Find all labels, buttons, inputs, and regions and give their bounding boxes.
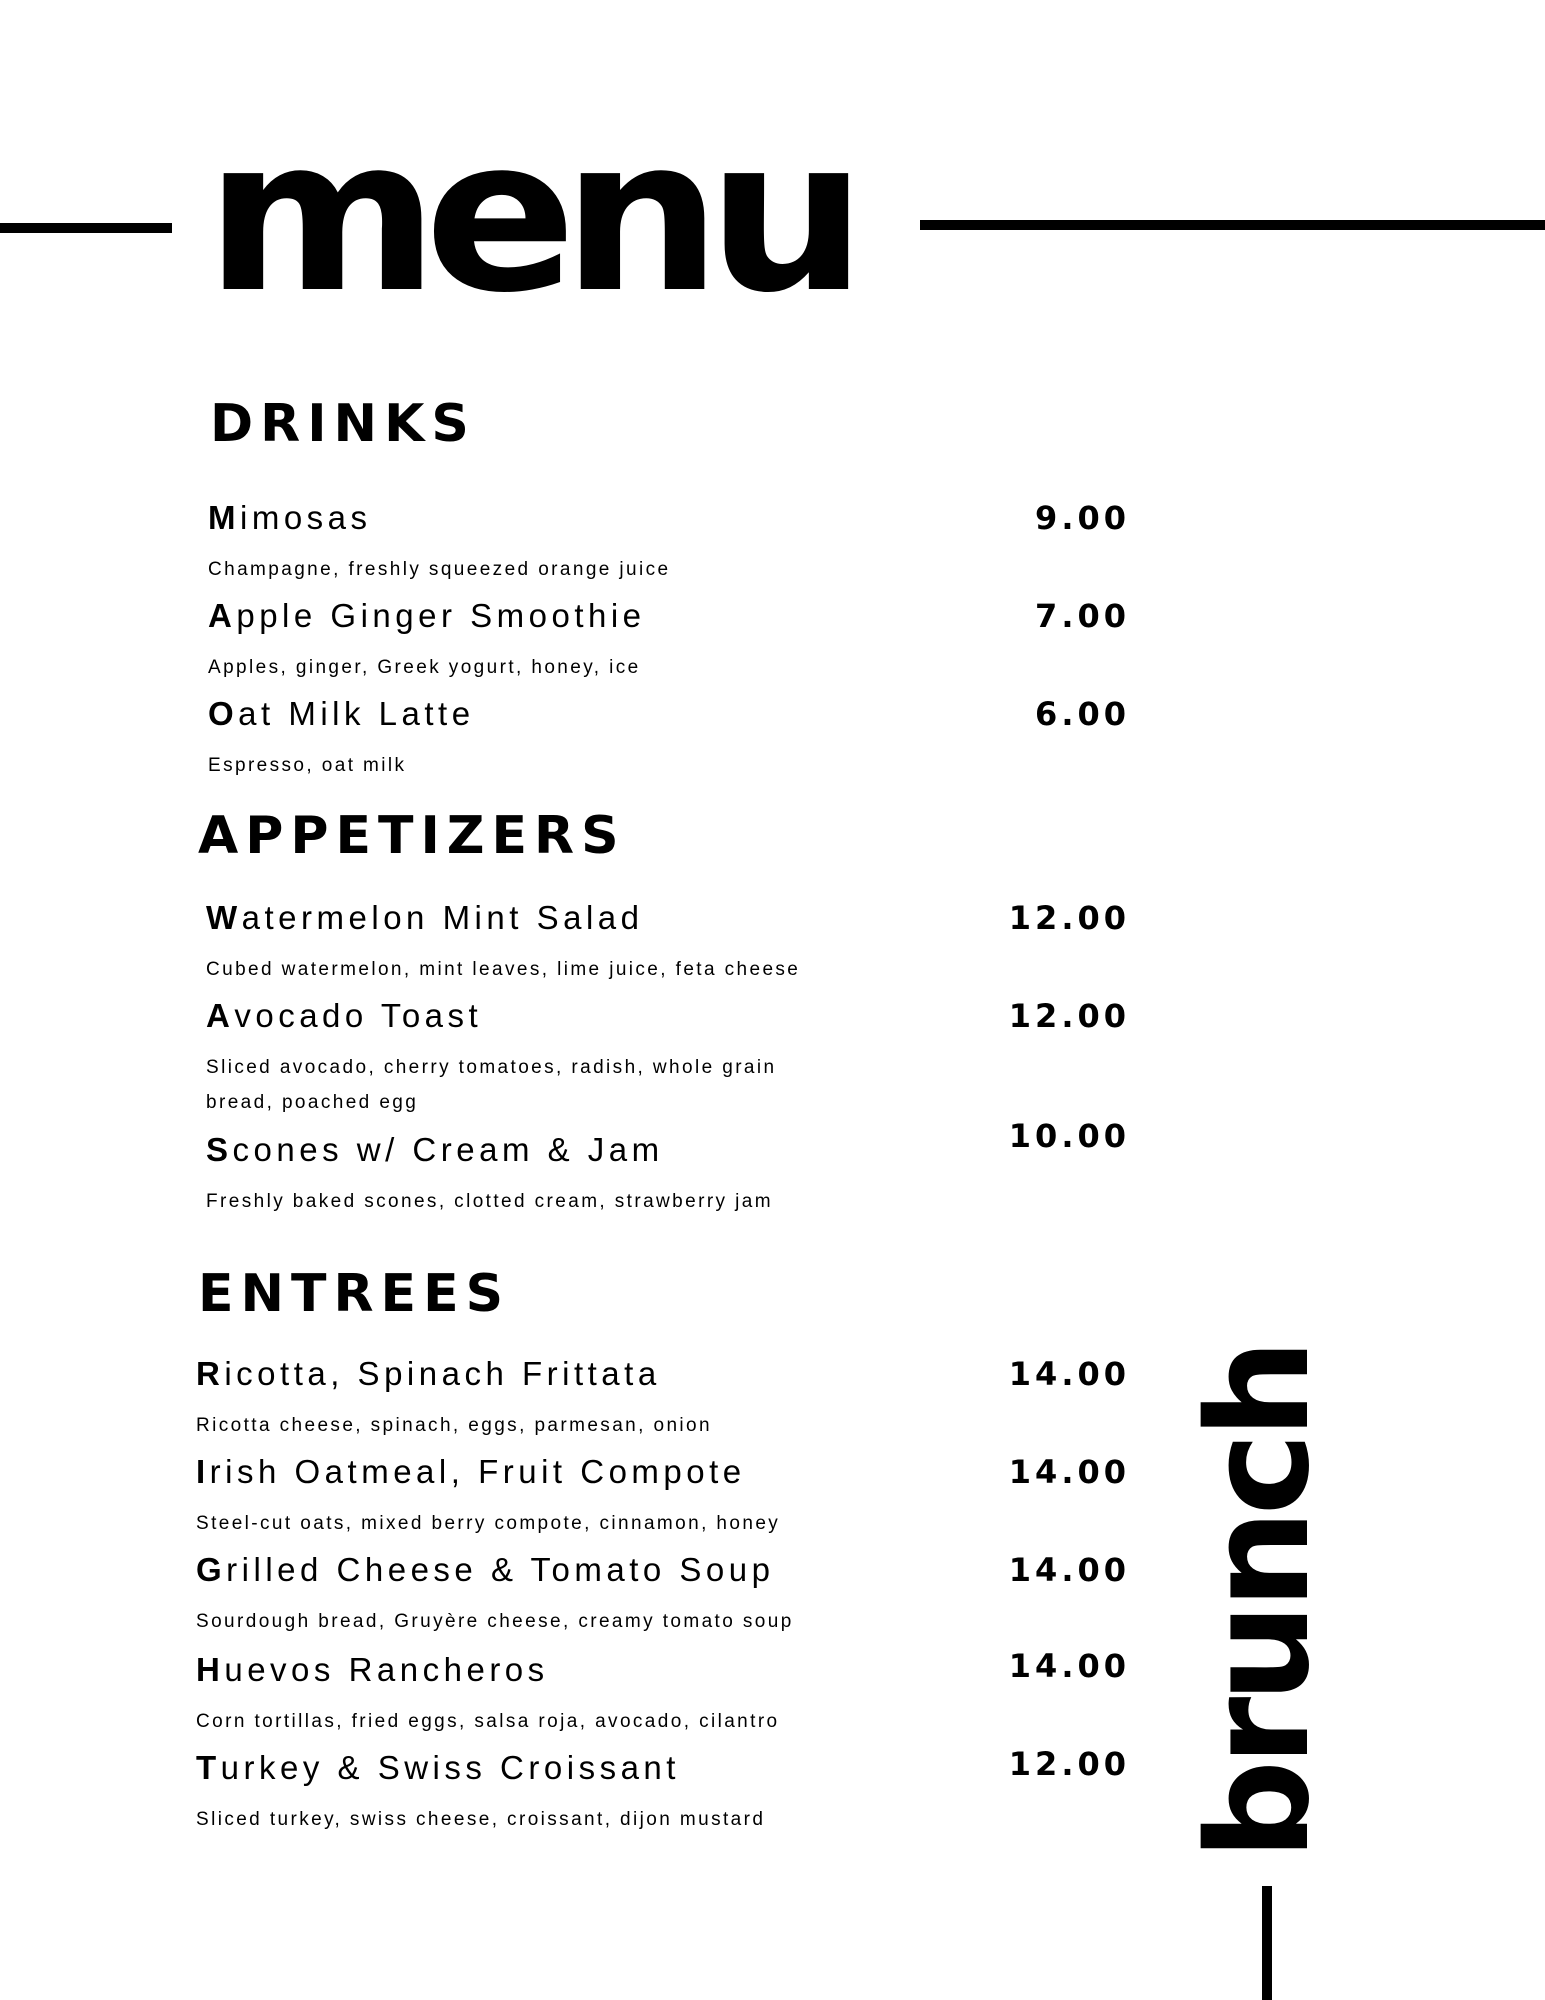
item-description: Steel-cut oats, mixed berry compote, cinnamon, honey [196,1513,781,1534]
section-heading-appetizers: APPETIZERS [198,806,626,866]
decorative-rule-left [0,223,172,233]
decorative-rule-vertical [1262,1886,1272,2000]
item-description: Corn tortillas, fried eggs, salsa roja, avocado, cilantro [196,1711,780,1732]
item-description: Sourdough bread, Gruyère cheese, creamy tomato soup [196,1611,794,1632]
item-name: Grilled Cheese & Tomato Soup [196,1551,775,1588]
item-price: 6.00 [1035,695,1130,733]
menu-item [206,1130,846,1219]
item-description: Sliced avocado, cherry tomatoes, radish, whole grain bread, poached egg [206,1057,777,1113]
item-description: Champagne, freshly squeezed orange juice [208,559,671,580]
section-heading-drinks: DRINKS [210,394,476,454]
menu-item [196,1748,836,1837]
item-name: Scones w/ Cream & Jam [206,1131,664,1168]
item-price: 14.00 [1008,1355,1130,1393]
item-description: Apples, ginger, Greek yogurt, honey, ice [208,657,641,678]
item-name: Watermelon Mint Salad [206,899,644,936]
item-price: 12.00 [1008,899,1130,937]
item-name: Irish Oatmeal, Fruit Compote [196,1453,746,1490]
menu-item [206,996,846,1120]
menu-item [208,596,848,685]
item-price: 12.00 [1008,997,1130,1035]
item-name: Mimosas [208,499,372,536]
item-price: 14.00 [1008,1453,1130,1491]
menu-item [196,1452,836,1541]
item-price: 14.00 [1008,1551,1130,1589]
menu-item [196,1550,836,1639]
item-name: Turkey & Swiss Croissant [196,1749,680,1786]
menu-item [196,1650,836,1739]
item-price: 12.00 [1008,1745,1130,1783]
menu-item [206,898,846,987]
item-description: Ricotta cheese, spinach, eggs, parmesan, onion [196,1415,712,1436]
menu-item [208,694,848,783]
item-price: 14.00 [1008,1647,1130,1685]
section-heading-entrees: ENTREES [198,1264,511,1324]
item-description: Espresso, oat milk [208,755,407,776]
menu-item [208,498,848,587]
menu-item [196,1354,836,1443]
item-price: 10.00 [1008,1117,1130,1155]
menu-title: menu [205,92,853,339]
item-price: 7.00 [1035,597,1130,635]
item-name: Ricotta, Spinach Frittata [196,1355,661,1392]
decorative-rule-right [920,220,1545,230]
item-price: 9.00 [1035,499,1130,537]
item-description: Sliced turkey, swiss cheese, croissant, dijon mustard [196,1809,766,1830]
item-name: Huevos Rancheros [196,1651,549,1688]
item-description: Freshly baked scones, clotted cream, strawberry jam [206,1191,773,1212]
brunch-side-label: brunch [1178,1344,1341,1860]
item-description: Cubed watermelon, mint leaves, lime juice, feta cheese [206,959,801,980]
item-name: Oat Milk Latte [208,695,475,732]
item-name: Avocado Toast [206,997,483,1034]
item-name: Apple Ginger Smoothie [208,597,646,634]
